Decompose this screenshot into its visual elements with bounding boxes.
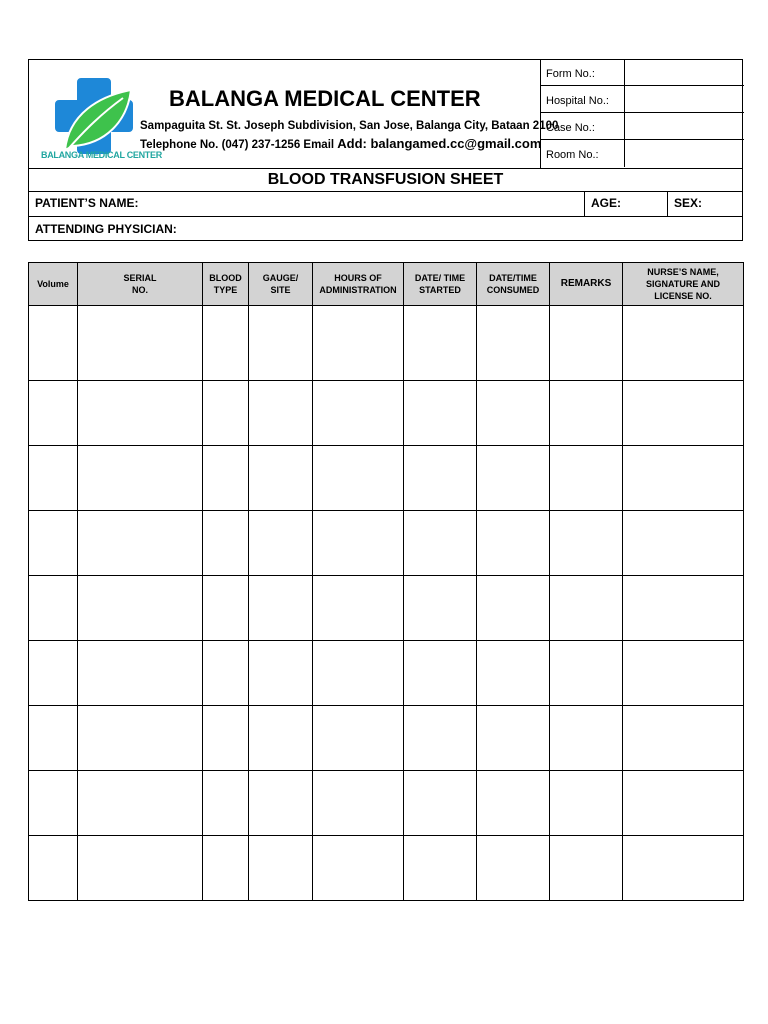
table-cell[interactable]: [477, 836, 550, 901]
age-field[interactable]: AGE:: [585, 191, 668, 216]
table-cell[interactable]: [550, 706, 623, 771]
hospital-no-label: Hospital No.:: [541, 86, 625, 112]
table-cell[interactable]: [203, 306, 249, 381]
patient-name-field[interactable]: PATIENT’S NAME:: [29, 191, 585, 216]
sex-field[interactable]: SEX:: [674, 196, 703, 210]
column-header-consumed-text: DATE/TIME CONSUMED: [486, 273, 540, 295]
form-no-row: [541, 59, 744, 86]
table-cell[interactable]: [29, 306, 78, 381]
table-cell[interactable]: [550, 641, 623, 706]
table-cell[interactable]: [249, 641, 313, 706]
table-cell[interactable]: [203, 771, 249, 836]
table-cell[interactable]: [623, 641, 744, 706]
table-cell[interactable]: [249, 836, 313, 901]
table-cell[interactable]: [313, 576, 404, 641]
table-cell[interactable]: [477, 446, 550, 511]
table-cell[interactable]: [203, 836, 249, 901]
table-cell[interactable]: [249, 446, 313, 511]
room-no-row: [541, 140, 744, 167]
table-cell[interactable]: [550, 576, 623, 641]
table-cell[interactable]: [623, 511, 744, 576]
column-header-volume: Volume: [29, 263, 78, 306]
table-cell[interactable]: [78, 511, 203, 576]
table-cell[interactable]: [550, 381, 623, 446]
table-cell[interactable]: [550, 306, 623, 381]
table-cell[interactable]: [550, 836, 623, 901]
case-no-row: [541, 113, 744, 140]
table-cell[interactable]: [78, 706, 203, 771]
room-no-field[interactable]: [625, 140, 744, 167]
table-cell[interactable]: [404, 641, 477, 706]
case-no-label: Case No.:: [541, 113, 625, 139]
table-cell[interactable]: [29, 446, 78, 511]
table-cell[interactable]: [404, 306, 477, 381]
table-cell[interactable]: [249, 576, 313, 641]
table-cell[interactable]: [404, 706, 477, 771]
table-cell[interactable]: [477, 641, 550, 706]
patient-info-row: [29, 191, 742, 217]
transfusion-table: [28, 262, 744, 901]
column-header-blood-type: [203, 263, 249, 306]
table-cell[interactable]: [29, 381, 78, 446]
table-cell[interactable]: [477, 576, 550, 641]
table-cell[interactable]: [249, 306, 313, 381]
table-cell[interactable]: [313, 381, 404, 446]
case-no-field[interactable]: [625, 113, 744, 139]
table-cell[interactable]: [203, 511, 249, 576]
table-cell[interactable]: [623, 576, 744, 641]
table-cell[interactable]: [29, 641, 78, 706]
table-cell[interactable]: [477, 771, 550, 836]
table-cell[interactable]: [623, 381, 744, 446]
table-row: [29, 446, 744, 511]
table-row: [29, 381, 744, 446]
table-row: [29, 771, 744, 836]
organization-address: Sampaguita St. St. Joseph Subdivision, San Jose, Balanga City, Bataan 2100: [140, 120, 559, 132]
table-cell[interactable]: [550, 511, 623, 576]
table-cell[interactable]: [313, 306, 404, 381]
column-header-hours-of-administration: [313, 263, 404, 306]
table-cell[interactable]: [29, 511, 78, 576]
logo-text: BALANGA MEDICAL CENTER: [41, 150, 162, 160]
table-cell[interactable]: [404, 836, 477, 901]
organization-contact: [140, 136, 541, 151]
table-cell[interactable]: [78, 381, 203, 446]
column-header-serial-no-text: SERIAL NO.: [123, 273, 157, 295]
table-cell[interactable]: [550, 771, 623, 836]
table-cell[interactable]: [78, 446, 203, 511]
table-cell[interactable]: [29, 706, 78, 771]
table-cell[interactable]: [477, 306, 550, 381]
table-cell[interactable]: [78, 576, 203, 641]
table-cell[interactable]: [203, 381, 249, 446]
hospital-no-row: [541, 86, 744, 113]
table-cell[interactable]: [313, 641, 404, 706]
form-header: [28, 59, 743, 241]
column-header-gauge-site: [249, 263, 313, 306]
column-header-started-text: DATE/ TIME STARTED: [414, 273, 466, 295]
table-cell[interactable]: [623, 836, 744, 901]
table-cell[interactable]: [404, 511, 477, 576]
room-no-label: Room No.:: [541, 140, 625, 167]
column-header-date-time-started: [404, 263, 477, 306]
column-header-remarks: REMARKS: [550, 263, 623, 306]
form-no-field[interactable]: [625, 59, 744, 85]
table-cell[interactable]: [623, 771, 744, 836]
table-row: [29, 306, 744, 381]
column-header-hours-text: HOURS OF ADMINISTRATION: [319, 273, 397, 295]
column-header-gauge-site-text: GAUGE/ SITE: [262, 273, 299, 295]
table-cell[interactable]: [249, 771, 313, 836]
telephone-text: Telephone No. (047) 237-1256 Email: [140, 139, 338, 151]
hospital-no-field[interactable]: [625, 86, 744, 112]
table-cell[interactable]: [203, 641, 249, 706]
table-cell[interactable]: [78, 771, 203, 836]
table-cell[interactable]: [313, 706, 404, 771]
table-cell[interactable]: [477, 511, 550, 576]
table-row: [29, 511, 744, 576]
table-row: [29, 836, 744, 901]
table-cell[interactable]: [29, 771, 78, 836]
table-cell[interactable]: [623, 446, 744, 511]
table-cell[interactable]: [249, 511, 313, 576]
table-cell[interactable]: [477, 381, 550, 446]
table-row: [29, 576, 744, 641]
column-header-date-time-consumed: [477, 263, 550, 306]
table-cell[interactable]: [313, 446, 404, 511]
table-cell[interactable]: [477, 706, 550, 771]
table-row: [29, 706, 744, 771]
table-cell[interactable]: [249, 706, 313, 771]
table-cell[interactable]: [623, 306, 744, 381]
table-body: [29, 306, 744, 901]
table-cell[interactable]: [203, 576, 249, 641]
table-cell[interactable]: [78, 306, 203, 381]
column-header-nurse: [623, 263, 744, 306]
table-cell[interactable]: [550, 446, 623, 511]
table-cell[interactable]: [313, 771, 404, 836]
table-cell[interactable]: [404, 381, 477, 446]
table-header-row: [29, 263, 744, 306]
form-title: BLOOD TRANSFUSION SHEET: [29, 168, 742, 192]
table-cell[interactable]: [313, 511, 404, 576]
column-header-blood-type-text: BLOOD TYPE: [209, 273, 242, 295]
table-cell[interactable]: [249, 381, 313, 446]
table-cell[interactable]: [404, 576, 477, 641]
table-cell[interactable]: [623, 706, 744, 771]
table-cell[interactable]: [203, 706, 249, 771]
table-cell[interactable]: [29, 576, 78, 641]
table-cell[interactable]: [404, 446, 477, 511]
column-header-serial-no: [78, 263, 203, 306]
column-header-nurse-text: NURSE’S NAME, SIGNATURE AND LICENSE NO.: [646, 267, 720, 301]
organization-name: BALANGA MEDICAL CENTER: [169, 86, 481, 111]
email-text: Add: balangamed.cc@gmail.com: [337, 136, 542, 151]
table-cell[interactable]: [404, 771, 477, 836]
table-cell[interactable]: [78, 641, 203, 706]
table-cell[interactable]: [203, 446, 249, 511]
form-no-label: Form No.:: [541, 59, 625, 85]
table-cell[interactable]: [29, 836, 78, 901]
table-cell[interactable]: [78, 836, 203, 901]
form-numbers-box: [540, 59, 744, 169]
table-row: [29, 641, 744, 706]
attending-physician-field[interactable]: ATTENDING PHYSICIAN:: [35, 222, 177, 236]
table-cell[interactable]: [313, 836, 404, 901]
